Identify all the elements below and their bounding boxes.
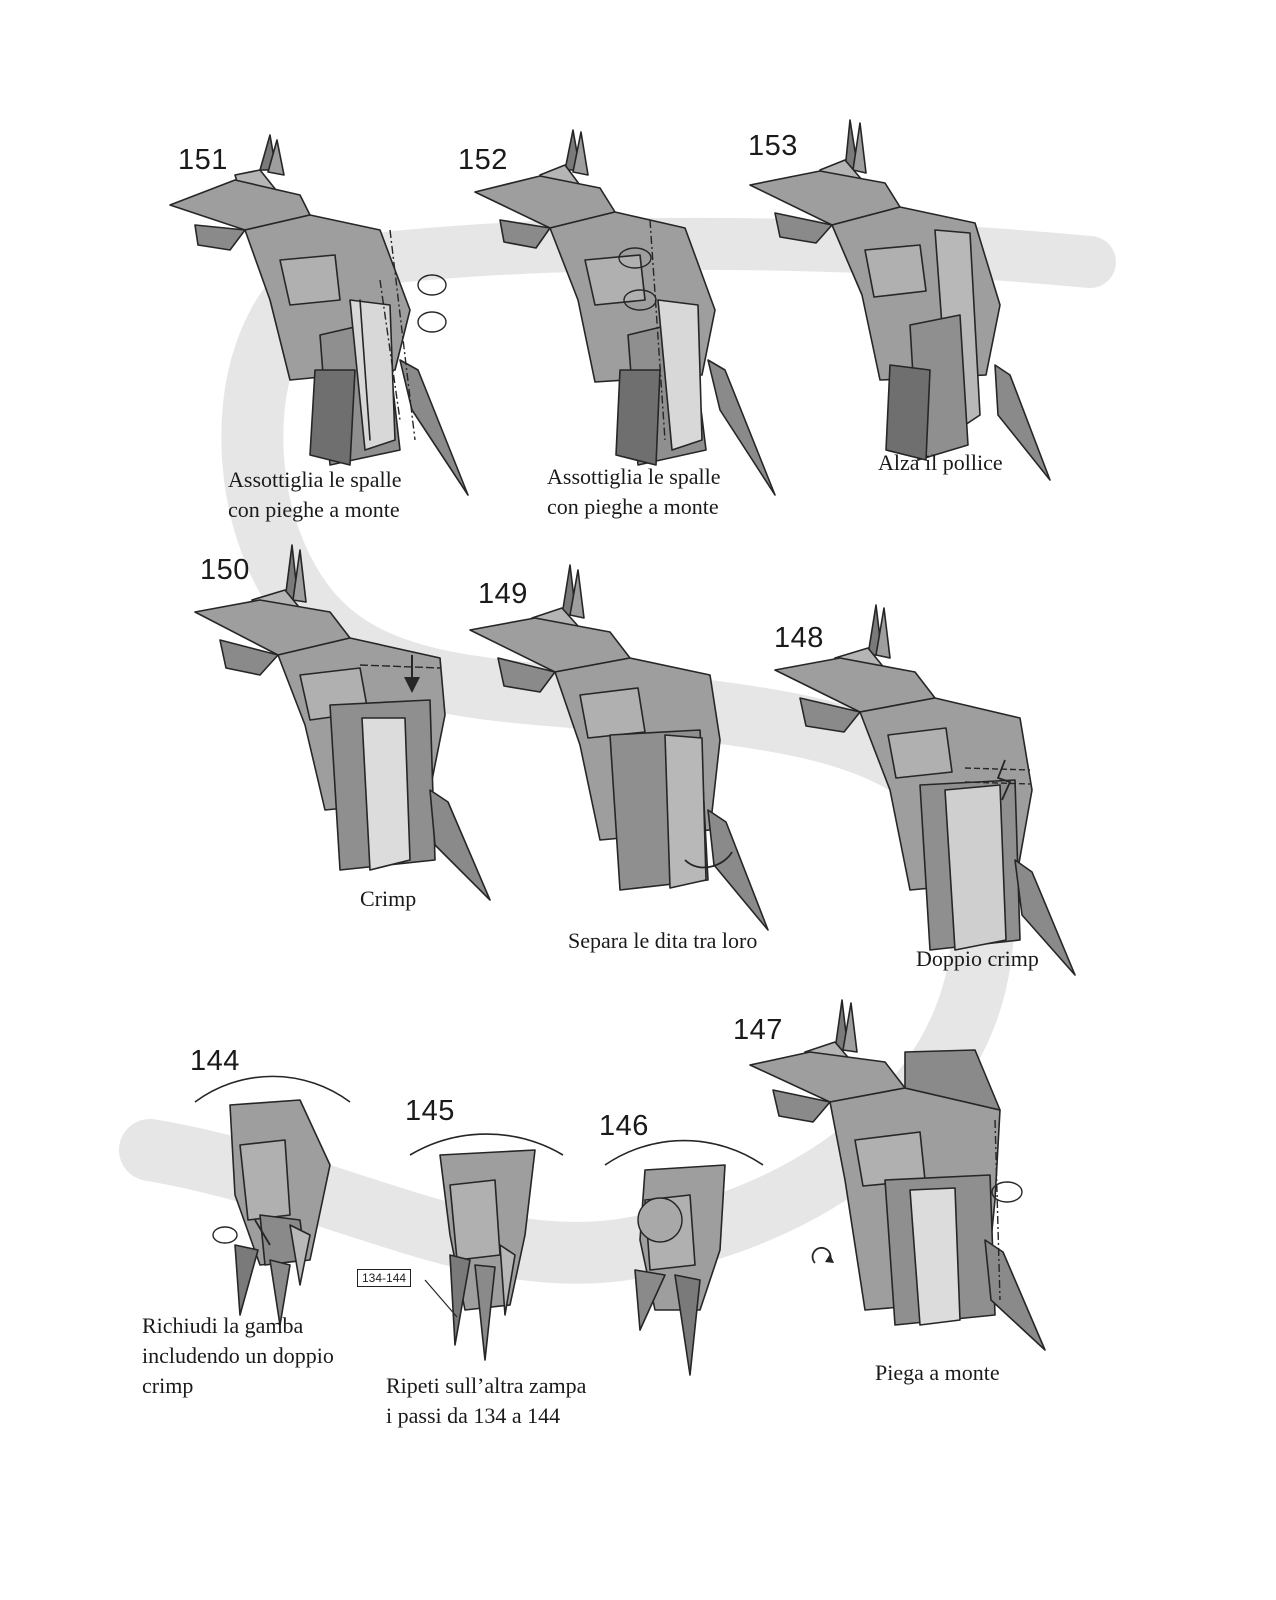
step-caption: Crimp bbox=[360, 886, 417, 911]
step-caption: Alza il pollice bbox=[878, 450, 1003, 475]
step-caption: Assottiglia le spalle con pieghe a monte bbox=[228, 467, 402, 522]
step-caption: Doppio crimp bbox=[916, 946, 1039, 971]
step-149 bbox=[470, 560, 800, 960]
fold-arrows bbox=[418, 275, 446, 332]
step-number: 148 bbox=[774, 622, 824, 654]
step-153 bbox=[750, 115, 1080, 535]
step-144 bbox=[140, 1045, 420, 1405]
step-number: 151 bbox=[178, 144, 228, 176]
step-caption: Separa le dita tra loro bbox=[568, 928, 758, 953]
step-caption: Assottiglia le spalle con pieghe a monte bbox=[547, 464, 721, 519]
wolf-body bbox=[170, 135, 468, 495]
step-151 bbox=[150, 120, 480, 540]
step-number: 150 bbox=[200, 554, 250, 586]
step-148 bbox=[770, 600, 1100, 1000]
step-number: 144 bbox=[190, 1045, 240, 1077]
step-number: 145 bbox=[405, 1095, 455, 1127]
step-number: 149 bbox=[478, 578, 528, 610]
wolf-figure-mountain-fold-icon bbox=[745, 1000, 1065, 1360]
step-caption: Ripeti sull’altra zampa i passi da 134 a 144 bbox=[386, 1373, 587, 1428]
step-number: 146 bbox=[599, 1110, 649, 1142]
leg-detail-close-icon bbox=[140, 1045, 420, 1345]
step-caption: Richiudi la gamba includendo un doppio crimp bbox=[142, 1313, 334, 1398]
step-number: 147 bbox=[733, 1014, 783, 1046]
wolf-figure-shoulders-mountain-fold-icon bbox=[150, 120, 480, 490]
wolf-figure-double-crimp-icon bbox=[770, 600, 1100, 970]
step-147 bbox=[733, 1000, 1065, 1400]
wolf-figure-separate-fingers-icon bbox=[470, 560, 800, 930]
step-caption: Piega a monte bbox=[875, 1360, 1000, 1385]
step-number: 152 bbox=[458, 144, 508, 176]
step-number: 153 bbox=[748, 130, 798, 162]
wolf-figure-raise-thumb-icon bbox=[750, 115, 1080, 485]
reference-box: 134-144 bbox=[357, 1269, 411, 1287]
